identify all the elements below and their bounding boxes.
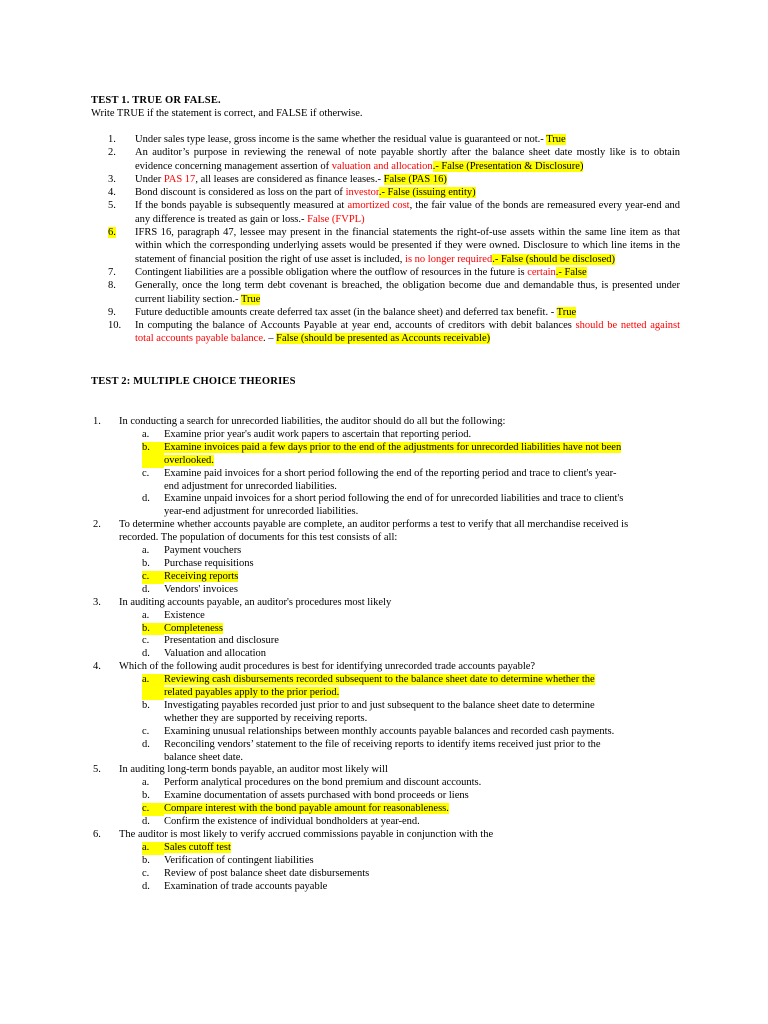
- item-number-text: 6.: [108, 227, 116, 239]
- option-letter: a.: [142, 545, 150, 557]
- question-text: In conducting a search for unrecorded liabilities, the auditor should do all but the following:: [119, 416, 506, 427]
- answer-highlight: Examine invoices paid a few days prior to the end of the adjustments for unrecorded liabilities have not been overlooked.: [164, 441, 622, 466]
- option-letter: b.: [142, 790, 150, 802]
- tf-item: [108, 266, 680, 279]
- option-text-content: Review of post balance sheet date disbursements: [164, 867, 370, 879]
- multiple-choice-list: [93, 416, 653, 894]
- option-text: [164, 739, 624, 765]
- item-number-text: 8.: [108, 280, 116, 292]
- choice-option: [93, 493, 653, 519]
- item-number-text: 4.: [108, 187, 116, 199]
- answer-highlight: Sales cutoff test: [164, 841, 231, 853]
- option-letter: d.: [142, 583, 150, 595]
- question-number: 1.: [93, 416, 101, 427]
- question-number: 3.: [93, 596, 101, 608]
- statement-part: , all leases are considered as finance leases.-: [195, 173, 384, 185]
- statement-part: If the bonds payable is subsequently measured at: [135, 200, 348, 212]
- statement-text: [135, 173, 680, 186]
- item-number: [108, 133, 135, 146]
- choice-option: [93, 584, 653, 597]
- choice-option: [93, 571, 653, 584]
- answer-highlight: Receiving reports: [164, 570, 239, 582]
- option-letter: d.: [142, 648, 150, 660]
- option-text: [164, 726, 624, 739]
- option-text-content: Presentation and disclosure: [164, 635, 279, 647]
- option-text: [164, 493, 624, 519]
- statement-part: Bond discount is considered as loss on the part of: [135, 187, 346, 199]
- option-text-content: Reconciling vendors’ statement to the file of receiving reports to identify items received just prior to the balance sheet date.: [164, 738, 601, 763]
- item-number-text: 9.: [108, 306, 116, 318]
- question-text: In auditing long-term bonds payable, an auditor most likely will: [119, 764, 388, 776]
- item-number: [108, 226, 135, 266]
- error-term: certain: [527, 266, 556, 278]
- option-letter: d.: [142, 880, 150, 892]
- option-text: [164, 635, 624, 648]
- item-number: [108, 146, 135, 173]
- error-term: investor: [345, 187, 379, 199]
- option-letter: c.: [142, 803, 164, 816]
- option-text: [164, 558, 624, 571]
- option-letter: b.: [142, 623, 164, 636]
- tf-item: [108, 226, 680, 266]
- statement-text: [135, 133, 680, 146]
- question: [93, 519, 653, 545]
- statement-text: [135, 306, 680, 319]
- answer-highlight: True: [240, 293, 261, 305]
- statement-text: [135, 266, 680, 279]
- item-number: [108, 319, 135, 346]
- statement-part: Contingent liabilities are a possible obligation where the outflow of resources in the future is: [135, 266, 528, 278]
- statement-text: [135, 279, 680, 306]
- tf-item: [108, 133, 680, 146]
- choice-option: [93, 442, 653, 468]
- option-text-content: Confirm the existence of individual bondholders at year-end.: [164, 816, 420, 828]
- question-number: 6.: [93, 829, 101, 840]
- statement-part: An auditor’s purpose in reviewing the renewal of note payable shortly after the balance sheet date mostly like is to obtain evidence concerning management assertion of: [135, 147, 680, 172]
- question: [93, 764, 653, 777]
- option-letter: a.: [142, 842, 164, 855]
- statement-part: In computing the balance of Accounts Payable at year end, accounts of creditors with debit balances: [135, 320, 576, 332]
- answer-highlight: Compare interest with the bond payable amount for reasonableness.: [164, 803, 449, 815]
- option-text: [164, 610, 624, 623]
- option-text: [164, 429, 624, 442]
- statement-part: Under sales type lease, gross income is the same whether the residual value is guaranteed or not.-: [135, 134, 547, 145]
- question: [93, 597, 653, 610]
- choice-option: [93, 700, 653, 726]
- choice-option: [93, 623, 653, 636]
- option-text-content: Purchase requisitions: [164, 557, 254, 569]
- option-text: [164, 584, 624, 597]
- choice-option: [93, 842, 653, 855]
- item-number-text: 7.: [108, 266, 116, 278]
- option-text-content: Vendors' invoices: [164, 583, 238, 595]
- choice-option: [93, 635, 653, 648]
- option-letter: c.: [142, 725, 150, 737]
- choice-option: [93, 648, 653, 661]
- option-text: [164, 623, 624, 636]
- choice-option: [93, 558, 653, 571]
- option-letter: c.: [142, 571, 164, 584]
- choice-option: [93, 868, 653, 881]
- choice-option: [93, 855, 653, 868]
- choice-option: [93, 674, 653, 700]
- test2-heading: TEST 2: MULTIPLE CHOICE THEORIES: [91, 376, 296, 387]
- question: [93, 829, 653, 842]
- item-number: [108, 279, 135, 306]
- option-text-content: Examine prior year's audit work papers to ascertain that reporting period.: [164, 428, 472, 440]
- statement-text: [135, 319, 680, 346]
- tf-item: [108, 199, 680, 226]
- answer-highlight: True: [556, 306, 577, 318]
- statement-part: Future deductible amounts create deferred tax asset (in the balance sheet) and deferred tax benefit. -: [135, 306, 557, 318]
- answer-highlight: Completeness: [164, 622, 223, 634]
- statement-text: [135, 199, 680, 226]
- answer-highlight: .- False (issuing entity): [378, 187, 476, 199]
- statement-text: [135, 146, 680, 173]
- choice-option: [93, 790, 653, 803]
- item-number-text: 10.: [108, 320, 122, 332]
- option-letter: d.: [142, 738, 150, 750]
- answer-highlight: .- False (should be disclosed): [492, 253, 615, 265]
- test1-heading: TEST 1. TRUE OR FALSE.: [91, 95, 221, 106]
- error-term: amortized cost: [347, 200, 410, 212]
- error-term: valuation and allocation: [331, 160, 433, 172]
- item-number: [108, 306, 135, 319]
- tf-item: [108, 146, 680, 173]
- question-text: To determine whether accounts payable are complete, an auditor performs a test to verify that all merchandise received is recorded. The population of documents for this test consists of all:: [119, 519, 629, 544]
- answer-highlight: False (PAS 16): [383, 173, 447, 185]
- option-letter: c.: [142, 467, 150, 479]
- option-letter: a.: [142, 777, 150, 789]
- question-text: Which of the following audit procedures is best for identifying unrecorded trade accounts payable?: [119, 661, 536, 673]
- statement-part: Under: [135, 173, 164, 185]
- option-text-content: Verification of contingent liabilities: [164, 854, 314, 866]
- question-number: 4.: [93, 661, 101, 673]
- tf-item: [108, 319, 680, 346]
- item-number-text: 5.: [108, 200, 116, 212]
- statement-part: , the fair value of the bonds are remeasured every year-end and any difference is treated as gain or loss.-: [135, 200, 680, 225]
- option-text-content: Examine documentation of assets purchased with bond proceeds or liens: [164, 790, 469, 802]
- option-text-content: Examine paid invoices for a short period following the end of the reporting period and trace to client's year-end adjustment for unrecorded liabilities.: [164, 467, 617, 492]
- option-text: [164, 868, 624, 881]
- option-text: [164, 442, 624, 468]
- option-text: [164, 790, 624, 803]
- choice-option: [93, 545, 653, 558]
- choice-option: [93, 777, 653, 790]
- tf-item: [108, 173, 680, 186]
- option-text: [164, 842, 624, 855]
- item-number: [108, 186, 135, 199]
- option-text-content: Payment vouchers: [164, 545, 242, 557]
- option-text: [164, 571, 624, 584]
- option-text: [164, 468, 624, 494]
- option-letter: a.: [142, 428, 150, 440]
- option-text: [164, 648, 624, 661]
- choice-option: [93, 881, 653, 894]
- answer-highlight: .- False (Presentation & Disclosure): [432, 160, 584, 172]
- true-false-list: [108, 133, 680, 346]
- option-letter: a.: [142, 674, 164, 700]
- option-text-content: Perform analytical procedures on the bond premium and discount accounts.: [164, 777, 482, 789]
- item-number: [108, 199, 135, 226]
- option-text-content: Examination of trade accounts payable: [164, 880, 328, 892]
- question-number: 5.: [93, 764, 101, 776]
- choice-option: [93, 816, 653, 829]
- statement-text: [135, 186, 680, 199]
- option-text: [164, 881, 624, 894]
- option-letter: b.: [142, 854, 150, 866]
- option-letter: d.: [142, 493, 150, 505]
- error-term: False (FVPL): [307, 213, 365, 225]
- option-text: [164, 777, 624, 790]
- choice-option: [93, 726, 653, 739]
- statement-part: IFRS 16, paragraph 47, lessee may present in the financial statements the right-of-use assets within the same line item as that within which the corresponding underlying assets would be presented if they were owned. Disclosure to which line items in the statement of financial position the right of use asset is included,: [135, 227, 680, 265]
- tf-item: [108, 186, 680, 199]
- error-term: should be netted against total accounts payable balance: [135, 320, 681, 345]
- choice-option: [93, 610, 653, 623]
- item-number-text: 1.: [108, 134, 116, 145]
- tf-item: [108, 279, 680, 306]
- option-letter: b.: [142, 699, 150, 711]
- question: [93, 661, 653, 674]
- option-text-content: Valuation and allocation: [164, 648, 267, 660]
- statement-text: [135, 226, 680, 266]
- question-text: In auditing accounts payable, an auditor's procedures most likely: [119, 596, 392, 608]
- choice-option: [93, 739, 653, 765]
- error-term: PAS 17: [163, 173, 196, 185]
- choice-option: [93, 468, 653, 494]
- choice-option: [93, 803, 653, 816]
- option-text: [164, 674, 624, 700]
- option-text-content: Examine unpaid invoices for a short period following the end of for unrecorded liabilities and trace to client's year-end adjustment for unrecorded liabilities.: [164, 493, 624, 518]
- question-number: 2.: [93, 519, 101, 531]
- option-text: [164, 803, 624, 816]
- tf-item: [108, 306, 680, 319]
- answer-highlight: False (should be presented as Accounts receivable): [276, 333, 491, 345]
- option-text: [164, 700, 624, 726]
- option-letter: c.: [142, 635, 150, 647]
- option-text-content: Existence: [164, 609, 205, 621]
- option-text-content: Examining unusual relationships between monthly accounts payable balances and recorded cash payments.: [164, 725, 615, 737]
- statement-part: Generally, once the long term debt covenant is breached, the obligation become due and demandable thus, is presented under current liability section.-: [135, 280, 680, 305]
- option-text: [164, 855, 624, 868]
- question-text: The auditor is most likely to verify accrued commissions payable in conjunction with the: [119, 829, 494, 840]
- option-letter: b.: [142, 557, 150, 569]
- option-letter: d.: [142, 816, 150, 828]
- option-text: [164, 816, 624, 829]
- choice-option: [93, 429, 653, 442]
- item-number: [108, 266, 135, 279]
- item-number-text: 2.: [108, 147, 116, 159]
- statement-part: . –: [262, 333, 277, 345]
- answer-highlight: True: [546, 134, 566, 145]
- option-text: [164, 545, 624, 558]
- error-term: is no longer required: [405, 253, 493, 265]
- item-number: [108, 173, 135, 186]
- answer-highlight: .- False: [555, 266, 587, 278]
- question: [93, 416, 653, 429]
- option-letter: a.: [142, 609, 150, 621]
- option-text-content: Investigating payables recorded just prior to and just subsequent to the balance sheet date to determine whether they are supported by receiving reports.: [164, 699, 595, 724]
- option-letter: b.: [142, 442, 164, 468]
- test1-instruction: Write TRUE if the statement is correct, and FALSE if otherwise.: [91, 108, 363, 119]
- item-number-text: 3.: [108, 173, 116, 185]
- answer-highlight: Reviewing cash disbursements recorded subsequent to the balance sheet date to determine whether the related payables apply to the prior period.: [164, 674, 595, 699]
- option-letter: c.: [142, 867, 150, 879]
